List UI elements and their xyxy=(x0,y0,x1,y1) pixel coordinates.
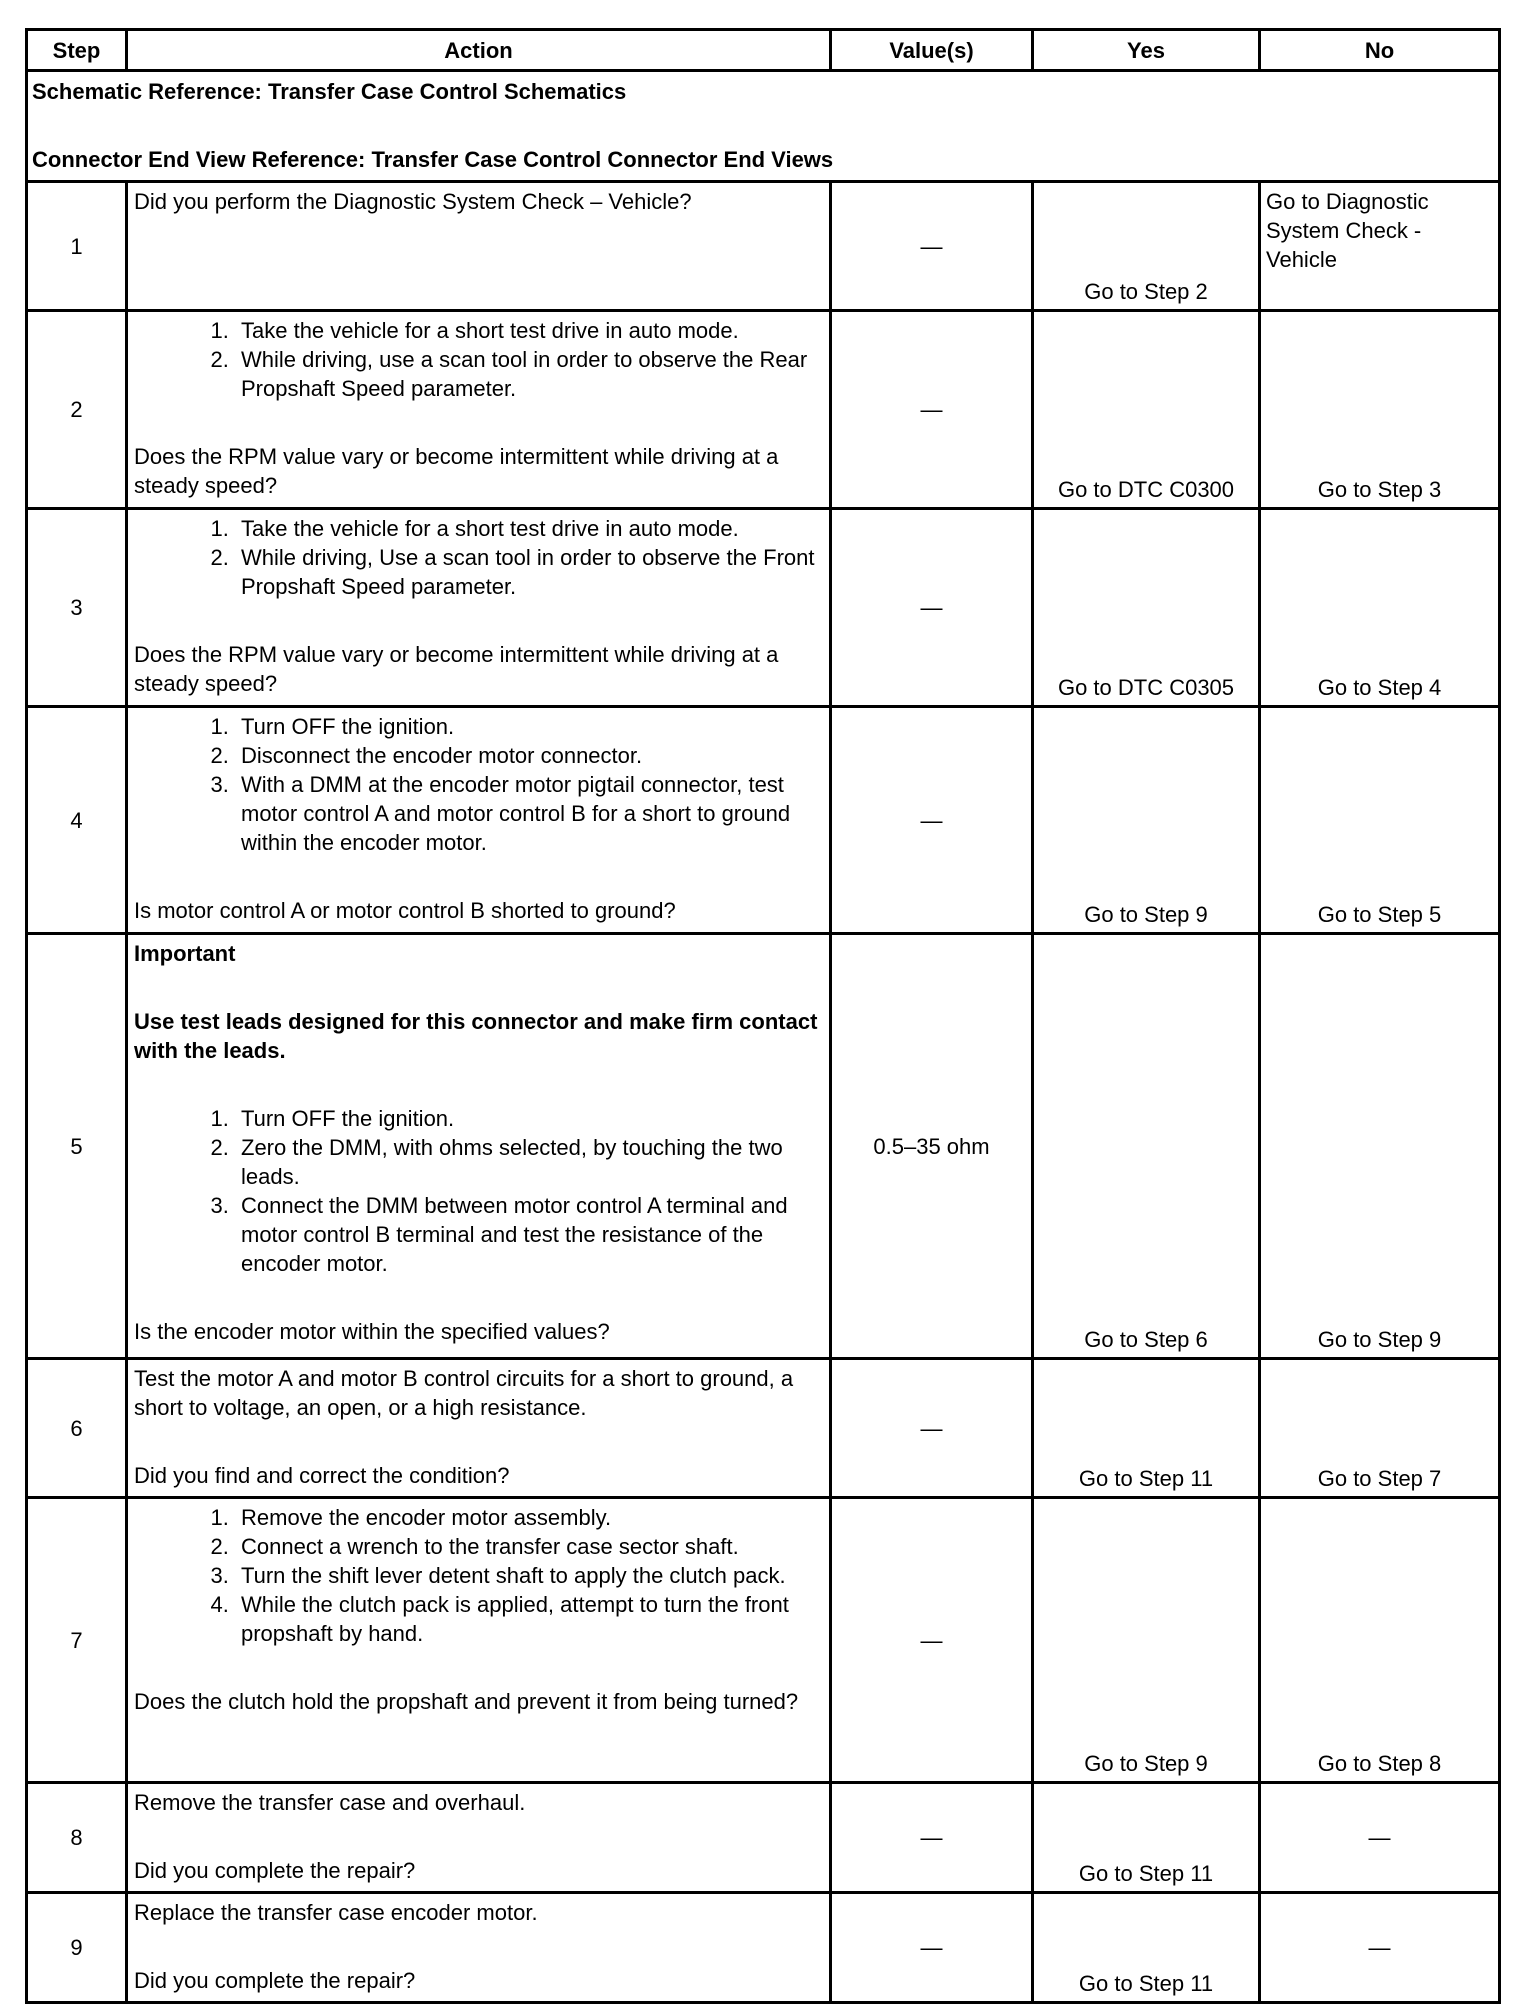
value-cell: — xyxy=(831,1783,1033,1893)
action-list xyxy=(134,316,824,403)
action-item: 3. With a DMM at the encoder motor pigtail connector, test motor control A and motor control B for a short to ground within the encoder motor. xyxy=(235,770,824,857)
action-question: Does the clutch hold the propshaft and prevent it from being turned? xyxy=(134,1689,799,1714)
step-number: 2 xyxy=(27,311,127,509)
yes-cell: Go to Step 11 xyxy=(1033,1359,1260,1498)
action-item: 1. Take the vehicle for a short test drive in auto mode. xyxy=(235,316,824,345)
table-row xyxy=(27,509,1500,707)
value-cell: — xyxy=(831,707,1033,934)
action-cell xyxy=(127,182,831,311)
action-text: Remove the transfer case and overhaul. xyxy=(134,1790,526,1815)
no-cell: — xyxy=(1260,1893,1500,2003)
action-cell xyxy=(127,1498,831,1783)
action-cell xyxy=(127,509,831,707)
header-step: Step xyxy=(27,30,127,71)
yes-cell: Go to Step 6 xyxy=(1033,934,1260,1359)
action-item: 4. While the clutch pack is applied, attempt to turn the front propshaft by hand. xyxy=(235,1590,824,1648)
schematic-reference: Schematic Reference: Transfer Case Control Schematics xyxy=(32,79,627,104)
header-action: Action xyxy=(127,30,831,71)
reference-cell xyxy=(27,71,1500,182)
action-item: 3. Turn the shift lever detent shaft to apply the clutch pack. xyxy=(235,1561,824,1590)
action-cell xyxy=(127,1893,831,2003)
yes-cell: Go to DTC C0300 xyxy=(1033,311,1260,509)
yes-cell: Go to Step 11 xyxy=(1033,1783,1260,1893)
important-text: Use test leads designed for this connector and make firm contact with the leads. xyxy=(134,1009,818,1063)
value-cell: — xyxy=(831,1359,1033,1498)
value-cell: — xyxy=(831,509,1033,707)
step-number: 1 xyxy=(27,182,127,311)
action-list xyxy=(134,1104,824,1278)
yes-cell: Go to Step 9 xyxy=(1033,1498,1260,1783)
value-cell: 0.5–35 ohm xyxy=(831,934,1033,1359)
yes-cell: Go to Step 11 xyxy=(1033,1893,1260,2003)
action-item: 2. Zero the DMM, with ohms selected, by touching the two leads. xyxy=(235,1133,824,1191)
value-cell: — xyxy=(831,1893,1033,2003)
no-cell: Go to Step 9 xyxy=(1260,934,1500,1359)
value-cell: — xyxy=(831,1498,1033,1783)
yes-cell: Go to Step 2 xyxy=(1033,182,1260,311)
action-question: Did you complete the repair? xyxy=(134,1968,416,1993)
action-item: 3. Connect the DMM between motor control A terminal and motor control B terminal and test the resistance of the encoder motor. xyxy=(235,1191,824,1278)
action-question: Does the RPM value vary or become intermittent while driving at a steady speed? xyxy=(134,642,779,696)
action-cell xyxy=(127,707,831,934)
header-row xyxy=(27,30,1500,71)
action-item: 1. Turn OFF the ignition. xyxy=(235,1104,824,1133)
action-question: Did you perform the Diagnostic System Check – Vehicle? xyxy=(134,189,692,214)
value-cell: — xyxy=(831,182,1033,311)
step-number: 8 xyxy=(27,1783,127,1893)
table-row xyxy=(27,1783,1500,1893)
action-list xyxy=(134,514,824,601)
action-question: Did you complete the repair? xyxy=(134,1858,416,1883)
important-title: Important xyxy=(134,941,236,966)
no-cell: Go to Step 4 xyxy=(1260,509,1500,707)
action-item: 1. Remove the encoder motor assembly. xyxy=(235,1503,824,1532)
table-row xyxy=(27,182,1500,311)
action-item: 2. Connect a wrench to the transfer case sector shaft. xyxy=(235,1532,824,1561)
action-item: 1. Take the vehicle for a short test drive in auto mode. xyxy=(235,514,824,543)
table-row xyxy=(27,1498,1500,1783)
action-question: Does the RPM value vary or become intermittent while driving at a steady speed? xyxy=(134,444,779,498)
action-cell xyxy=(127,1783,831,1893)
step-number: 5 xyxy=(27,934,127,1359)
header-values: Value(s) xyxy=(831,30,1033,71)
action-question: Is the encoder motor within the specified values? xyxy=(134,1319,610,1344)
no-cell: Go to Step 5 xyxy=(1260,707,1500,934)
action-question: Did you find and correct the condition? xyxy=(134,1463,510,1488)
yes-cell: Go to DTC C0305 xyxy=(1033,509,1260,707)
action-question: Is motor control A or motor control B shorted to ground? xyxy=(134,898,676,923)
no-cell: Go to Diagnostic System Check - Vehicle xyxy=(1260,182,1500,311)
no-cell: Go to Step 3 xyxy=(1260,311,1500,509)
no-cell: Go to Step 7 xyxy=(1260,1359,1500,1498)
action-item: 2. While driving, use a scan tool in order to observe the Rear Propshaft Speed parameter. xyxy=(235,345,824,403)
action-item: 2. Disconnect the encoder motor connector. xyxy=(235,741,824,770)
header-yes: Yes xyxy=(1033,30,1260,71)
no-cell: — xyxy=(1260,1783,1500,1893)
step-number: 3 xyxy=(27,509,127,707)
table-row xyxy=(27,1359,1500,1498)
action-list xyxy=(134,1503,824,1648)
connector-reference: Connector End View Reference: Transfer Case Control Connector End Views xyxy=(32,147,834,172)
no-cell: Go to Step 8 xyxy=(1260,1498,1500,1783)
action-text: Replace the transfer case encoder motor. xyxy=(134,1900,538,1925)
value-cell: — xyxy=(831,311,1033,509)
action-item: 2. While driving, Use a scan tool in order to observe the Front Propshaft Speed parameter. xyxy=(235,543,824,601)
action-cell xyxy=(127,311,831,509)
action-list xyxy=(134,712,824,857)
action-item: 1. Turn OFF the ignition. xyxy=(235,712,824,741)
diagnostic-table xyxy=(25,28,1501,2004)
action-text: Test the motor A and motor B control circuits for a short to ground, a short to voltage, an open, or a high resistance. xyxy=(134,1366,794,1420)
header-no: No xyxy=(1260,30,1500,71)
step-number: 9 xyxy=(27,1893,127,2003)
action-cell xyxy=(127,1359,831,1498)
yes-cell: Go to Step 9 xyxy=(1033,707,1260,934)
action-cell xyxy=(127,934,831,1359)
table-row xyxy=(27,311,1500,509)
step-number: 6 xyxy=(27,1359,127,1498)
table-row xyxy=(27,934,1500,1359)
table-row xyxy=(27,707,1500,934)
step-number: 4 xyxy=(27,707,127,934)
reference-row xyxy=(27,71,1500,182)
table-row xyxy=(27,1893,1500,2003)
step-number: 7 xyxy=(27,1498,127,1783)
